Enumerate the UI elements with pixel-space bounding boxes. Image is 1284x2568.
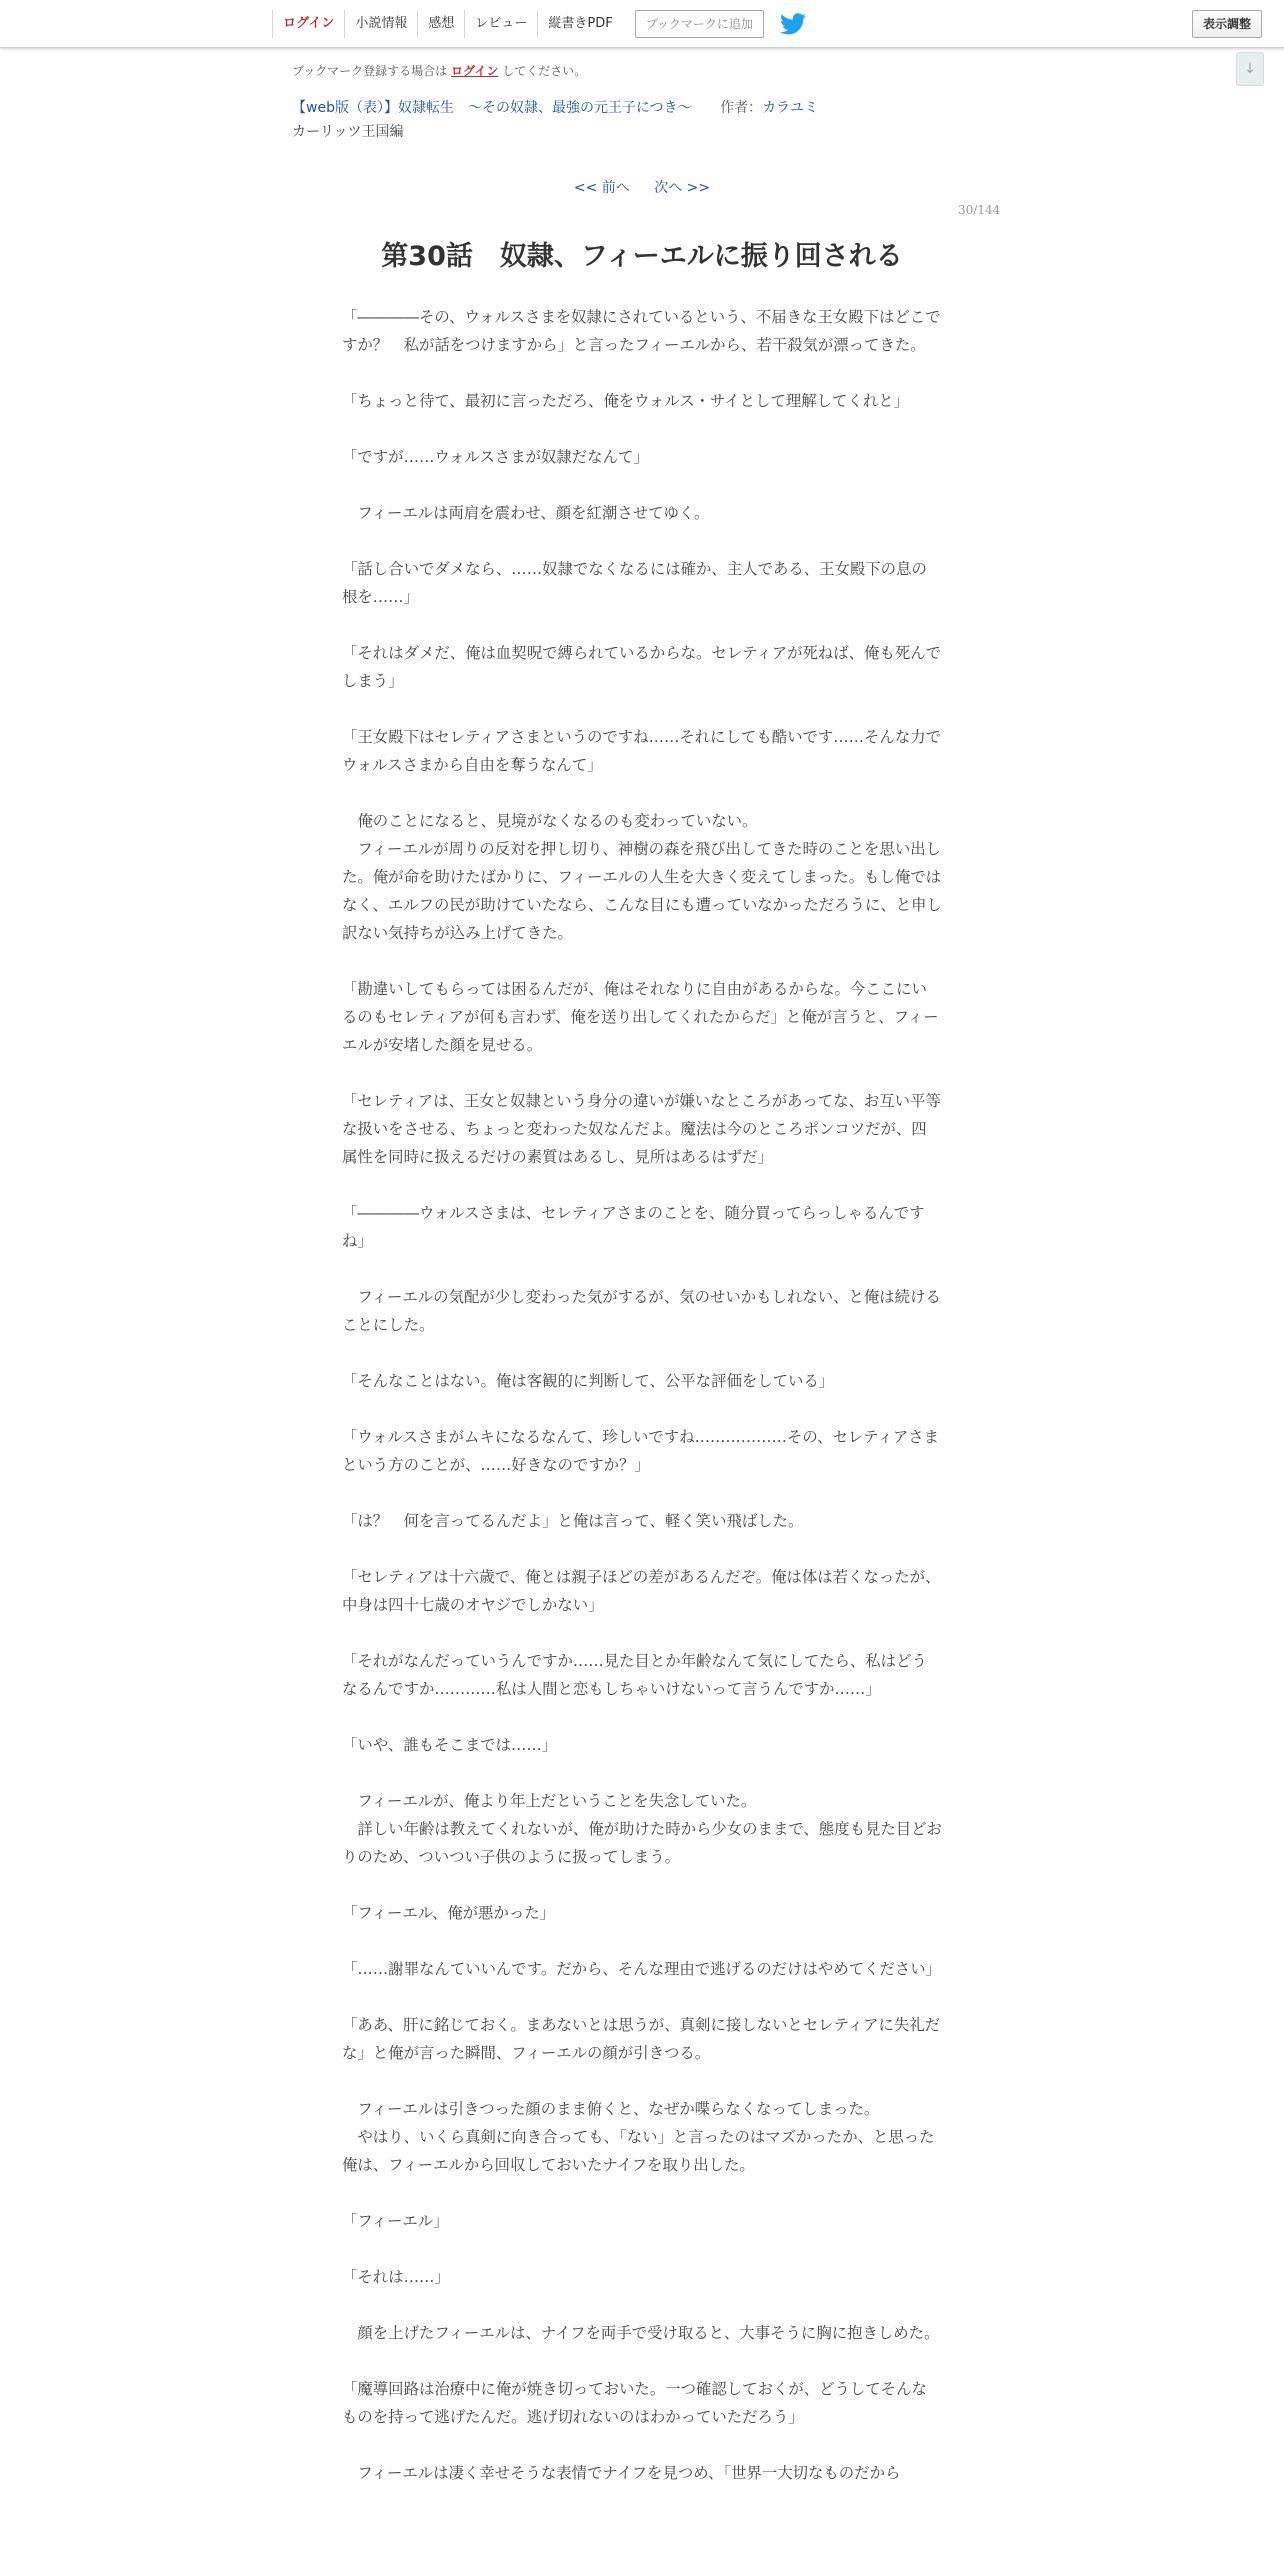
paragraph: フィーエルの気配が少し変わった気がするが、気のせいかもしれない、と俺は続けることにした。: [342, 1288, 941, 1334]
top-header-bar: [0, 0, 1284, 48]
prev-chapter-link[interactable]: << 前へ: [573, 180, 630, 196]
chapter-page-count: 30/144: [958, 203, 1001, 217]
nav-impressions[interactable]: 感想: [417, 10, 464, 38]
paragraph: 「――――その、ウォルスさまを奴隷にされているという、不届きな王女殿下はどこですか？ 私が話をつけますから」と言ったフィーエルから、若干殺気が漂ってきた。: [342, 308, 941, 354]
paragraph: 「王女殿下はセレティアさまというのですね……それにしても酷いです……そんな力でウォルスさまから自由を奪うなんて」: [342, 728, 942, 774]
paragraph: フィーエルは引きつった顔のまま俯くと、なぜか喋らなくなってしまった。 やはり、いくら真剣に向き合っても、「ない」と言ったのはマズかったか、と思った俺は、フィーエルから回収しておいたナイフを取り出した。: [342, 2100, 935, 2174]
arrow-down-icon: ↓: [1244, 61, 1256, 77]
nav-login[interactable]: ログイン: [272, 10, 344, 38]
paragraph: 「それは……」: [342, 2268, 450, 2286]
paragraph: フィーエルは凄く幸せそうな表情でナイフを見つめ、「世界一大切なものだから: [342, 2464, 901, 2482]
paragraph: 「それがなんだっていうんですか……見た目とか年齢なんて気にしてたら、私はどうなるんですか…………私は人間と恋もしちゃいけないって言うんですか……」: [342, 1652, 927, 1698]
chapter-pager: [0, 177, 1284, 197]
arc-title: カーリッツ王国編: [292, 124, 404, 140]
paragraph: 「話し合いでダメなら、……奴隷でなくなるには確か、主人である、王女殿下の息の根を……」: [342, 560, 927, 606]
paragraph: フィーエルが、俺より年上だということを失念していた。 詳しい年齢は教えてくれないが、俺が助けた時から少女のままで、態度も見た目どおりのため、ついつい子供のように扱ってしまう。: [342, 1792, 942, 1866]
next-chapter-link[interactable]: 次へ >>: [654, 180, 711, 196]
paragraph: 「魔導回路は治療中に俺が焼き切っておいた。一つ確認しておくが、どうしてそんなものを持って逃げたんだ。逃げ切れないのはわかっていただろう」: [342, 2380, 927, 2426]
nav-review[interactable]: レビュー: [464, 10, 537, 38]
paragraph: 「は？ 何を言ってるんだよ」と俺は言って、軽く笑い飛ばした。: [342, 1512, 804, 1530]
paragraph: 「ですが……ウォルスさまが奴隷だなんて」: [342, 448, 649, 466]
paragraph: 「ちょっと待て、最初に言っただろ、俺をウォルス・サイとして理解してくれと」: [342, 392, 909, 410]
add-bookmark-button[interactable]: ブックマークに追加: [635, 10, 764, 38]
paragraph: 「――――ウォルスさまは、セレティアさまのことを、随分買ってらっしゃるんですね」: [342, 1204, 925, 1250]
paragraph: 「そんなことはない。俺は客観的に判断して、公平な評価をしている」: [342, 1372, 835, 1390]
paragraph: 俺のことになると、見境がなくなるのも変わっていない。 フィーエルが周りの反対を押し切り、神樹の森を飛び出してきた時のことを思い出した。俺が命を助けたばかりに、フィーエルの人生を大きく変えてしまった。もし俺ではなく、エルフの民が助けていたなら、こんな目にも遭っていなかっただろうに、と申し訳ない気持ちが込み上げてきた。: [342, 812, 942, 942]
novel-body: [342, 303, 942, 2515]
nav-vertical-pdf[interactable]: 縦書きPDF: [537, 10, 622, 38]
bookmark-note-login-link[interactable]: ログイン: [451, 64, 499, 78]
paragraph: フィーエルは両肩を震わせ、顔を紅潮させてゆく。: [342, 504, 710, 522]
scroll-down-button[interactable]: [1236, 52, 1264, 86]
paragraph: 顔を上げたフィーエルは、ナイフを両手で受け取ると、大事そうに胸に抱きしめた。: [342, 2324, 940, 2342]
chapter-title: 第30話 奴隷、フィーエルに振り回される: [381, 241, 903, 272]
series-title-link[interactable]: 【web版（表）】奴隷転生 ～その奴隷、最強の元王子につき～: [292, 100, 692, 116]
nav-novel-info[interactable]: 小説情報: [344, 10, 417, 38]
paragraph: 「セレティアは、王女と奴隷という身分の違いが嫌いなところがあってな、お互い平等な扱いをさせる、ちょっと変わった奴なんだよ。魔法は今のところポンコツだが、四属性を同時に扱えるだけの素質はあるし、見所はあるはずだ」: [342, 1092, 941, 1166]
author-link[interactable]: カラユミ: [762, 100, 819, 116]
twitter-bird-icon[interactable]: [780, 13, 806, 35]
paragraph: 「ああ、肝に銘じておく。まあないとは思うが、真剣に接しないとセレティアに失礼だな」と俺が言った瞬間、フィーエルの顔が引きつる。: [342, 2016, 941, 2062]
paragraph: 「それはダメだ、俺は血契呪で縛られているからな。セレティアが死ねば、俺も死んでしまう」: [342, 644, 942, 690]
author-label: 作者：: [720, 100, 763, 116]
header-nav: [272, 10, 806, 38]
series-info: [292, 97, 818, 117]
paragraph: 「フィーエル」: [342, 2212, 449, 2230]
paragraph: 「フィーエル、俺が悪かった」: [342, 1904, 556, 1922]
display-settings-button[interactable]: 表示調整: [1192, 10, 1262, 38]
paragraph: 「……謝罪なんていいんです。だから、そんな理由で逃げるのだけはやめてください」: [342, 1960, 942, 1978]
paragraph: 「いや、誰もそこまでは……」: [342, 1736, 558, 1754]
bookmark-note-prefix: ブックマーク登録する場合は: [292, 64, 448, 78]
paragraph: 「セレティアは十六歳で、俺とは親子ほどの差があるんだぞ。俺は体は若くなったが、中身は四十七歳のオヤジでしかない」: [342, 1568, 941, 1614]
bookmark-note-suffix: してください。: [502, 64, 587, 78]
paragraph: 「ウォルスさまがムキになるなんて、珍しいですね………………その、セレティアさまという方のことが、……好きなのですか？」: [342, 1428, 940, 1474]
paragraph: 「勘違いしてもらっては困るんだが、俺はそれなりに自由があるからな。今ここにいるのもセレティアが何も言わず、俺を送り出してくれたからだ」と俺が言うと、フィーエルが安堵した顔を見せる。: [342, 980, 939, 1054]
bookmark-login-note: [292, 62, 586, 79]
